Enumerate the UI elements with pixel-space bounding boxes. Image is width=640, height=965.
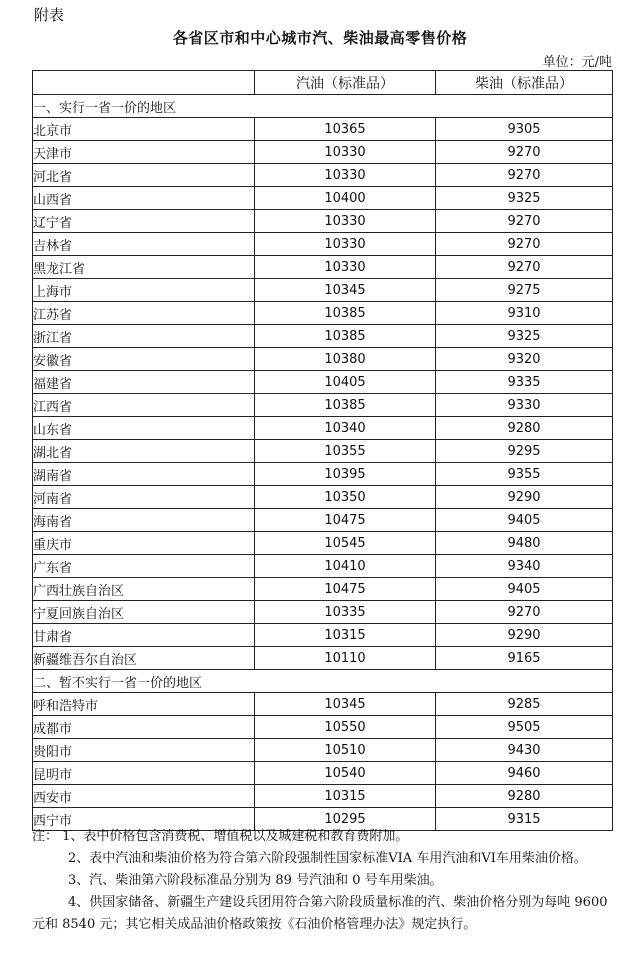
diesel-price: 9270: [436, 164, 613, 187]
gasoline-price: 10335: [255, 601, 436, 624]
table-row: [33, 371, 613, 394]
table-header-row: [33, 71, 613, 95]
table-row: [33, 647, 613, 670]
gasoline-price: 10385: [255, 394, 436, 417]
gasoline-price: 10510: [255, 739, 436, 762]
table-row: [33, 785, 613, 808]
appendix-label: 附表: [34, 6, 65, 24]
diesel-price: 9340: [436, 555, 613, 578]
region-name: 江西省: [33, 394, 255, 417]
table-row: [33, 532, 613, 555]
gasoline-price: 10315: [255, 785, 436, 808]
diesel-price: 9290: [436, 624, 613, 647]
gasoline-price: 10330: [255, 256, 436, 279]
gasoline-price: 10315: [255, 624, 436, 647]
region-name: 广东省: [33, 555, 255, 578]
diesel-price: 9270: [436, 141, 613, 164]
table-row: [33, 509, 613, 532]
diesel-price: 9290: [436, 486, 613, 509]
gasoline-price: 10350: [255, 486, 436, 509]
header-diesel: 柴油（标准品）: [436, 71, 613, 95]
gasoline-price: 10540: [255, 762, 436, 785]
note-1: 注： 1、表中价格包含消费税、增值税以及城建税和教育费附加。: [32, 829, 409, 844]
gasoline-price: 10550: [255, 716, 436, 739]
table-row: [33, 555, 613, 578]
diesel-price: 9355: [436, 463, 613, 486]
region-name: 新疆维吾尔自治区: [33, 647, 255, 670]
region-name: 甘肃省: [33, 624, 255, 647]
table-row: [33, 578, 613, 601]
gasoline-price: 10355: [255, 440, 436, 463]
table-row: [33, 601, 613, 624]
region-name: 重庆市: [33, 532, 255, 555]
region-name: 西安市: [33, 785, 255, 808]
diesel-price: 9280: [436, 417, 613, 440]
gasoline-price: 10380: [255, 348, 436, 371]
gasoline-price: 10385: [255, 302, 436, 325]
table-row: [33, 624, 613, 647]
table-row: [33, 279, 613, 302]
notes: [32, 826, 614, 936]
diesel-price: 9305: [436, 118, 613, 141]
diesel-price: 9270: [436, 256, 613, 279]
note-2: 2、表中汽油和柴油价格为符合第六阶段强制性国家标准VIA 车用汽油和VI车用柴油价格。: [68, 851, 587, 866]
region-name: 辽宁省: [33, 210, 255, 233]
region-name: 昆明市: [33, 762, 255, 785]
diesel-price: 9460: [436, 762, 613, 785]
diesel-price: 9335: [436, 371, 613, 394]
region-name: 山东省: [33, 417, 255, 440]
region-name: 呼和浩特市: [33, 693, 255, 716]
region-name: 河北省: [33, 164, 255, 187]
section-heading: 一、实行一省一价的地区: [33, 95, 613, 118]
table-row: [33, 233, 613, 256]
region-name: 北京市: [33, 118, 255, 141]
diesel-price: 9165: [436, 647, 613, 670]
region-name: 湖南省: [33, 463, 255, 486]
gasoline-price: 10345: [255, 693, 436, 716]
diesel-price: 9270: [436, 210, 613, 233]
region-name: 广西壮族自治区: [33, 578, 255, 601]
diesel-price: 9405: [436, 509, 613, 532]
section-row: [33, 670, 613, 693]
table-row: [33, 394, 613, 417]
gasoline-price: 10400: [255, 187, 436, 210]
diesel-price: 9310: [436, 302, 613, 325]
diesel-price: 9280: [436, 785, 613, 808]
region-name: 安徽省: [33, 348, 255, 371]
gasoline-price: 10330: [255, 141, 436, 164]
header-gasoline: 汽油（标准品）: [255, 71, 436, 95]
table-row: [33, 118, 613, 141]
gasoline-price: 10405: [255, 371, 436, 394]
region-name: 宁夏回族自治区: [33, 601, 255, 624]
gasoline-price: 10475: [255, 509, 436, 532]
table-row: [33, 693, 613, 716]
diesel-price: 9430: [436, 739, 613, 762]
region-name: 湖北省: [33, 440, 255, 463]
gasoline-price: 10365: [255, 118, 436, 141]
table-row: [33, 463, 613, 486]
region-name: 吉林省: [33, 233, 255, 256]
gasoline-price: 10330: [255, 210, 436, 233]
table-row: [33, 739, 613, 762]
diesel-price: 9270: [436, 601, 613, 624]
table-row: [33, 417, 613, 440]
region-name: 天津市: [33, 141, 255, 164]
region-name: 河南省: [33, 486, 255, 509]
diesel-price: 9315: [436, 808, 613, 831]
diesel-price: 9295: [436, 440, 613, 463]
region-name: 山西省: [33, 187, 255, 210]
gasoline-price: 10330: [255, 233, 436, 256]
diesel-price: 9330: [436, 394, 613, 417]
gasoline-price: 10340: [255, 417, 436, 440]
table-row: [33, 716, 613, 739]
gasoline-price: 10110: [255, 647, 436, 670]
table-row: [33, 348, 613, 371]
gasoline-price: 10545: [255, 532, 436, 555]
section-row: [33, 95, 613, 118]
table-row: [33, 486, 613, 509]
diesel-price: 9325: [436, 325, 613, 348]
table-row: [33, 256, 613, 279]
diesel-price: 9480: [436, 532, 613, 555]
gasoline-price: 10385: [255, 325, 436, 348]
table-row: [33, 325, 613, 348]
table-row: [33, 302, 613, 325]
gasoline-price: 10345: [255, 279, 436, 302]
region-name: 黑龙江省: [33, 256, 255, 279]
diesel-price: 9405: [436, 578, 613, 601]
diesel-price: 9325: [436, 187, 613, 210]
region-name: 江苏省: [33, 302, 255, 325]
price-table: [32, 70, 613, 831]
table-row: [33, 164, 613, 187]
section-heading: 二、暂不实行一省一价的地区: [33, 670, 613, 693]
gasoline-price: 10330: [255, 164, 436, 187]
gasoline-price: 10410: [255, 555, 436, 578]
table-row: [33, 141, 613, 164]
region-name: 浙江省: [33, 325, 255, 348]
diesel-price: 9285: [436, 693, 613, 716]
table-row: [33, 762, 613, 785]
page-title: 各省区市和中心城市汽、柴油最高零售价格: [172, 29, 468, 47]
table-row: [33, 210, 613, 233]
diesel-price: 9320: [436, 348, 613, 371]
unit-label: 单位：元/吨: [542, 55, 612, 70]
region-name: 上海市: [33, 279, 255, 302]
header-region: [33, 71, 255, 95]
diesel-price: 9275: [436, 279, 613, 302]
table-row: [33, 440, 613, 463]
note-4: 4、供国家储备、新疆生产建设兵团用符合第六阶段质量标准的汽、柴油价格分别为每吨 9600 元和 8540 元；其它相关成品油价格政策按《石油价格管理办法》规定执行。: [32, 895, 608, 932]
gasoline-price: 10295: [255, 808, 436, 831]
note-3: 3、汽、柴油第六阶段标准品分别为 89 号汽油和 0 号车用柴油。: [68, 873, 443, 888]
region-name: 福建省: [33, 371, 255, 394]
region-name: 海南省: [33, 509, 255, 532]
region-name: 贵阳市: [33, 739, 255, 762]
table-body: [33, 95, 613, 831]
diesel-price: 9270: [436, 233, 613, 256]
gasoline-price: 10395: [255, 463, 436, 486]
gasoline-price: 10475: [255, 578, 436, 601]
region-name: 成都市: [33, 716, 255, 739]
region-name: 西宁市: [33, 808, 255, 831]
table-row: [33, 187, 613, 210]
diesel-price: 9505: [436, 716, 613, 739]
